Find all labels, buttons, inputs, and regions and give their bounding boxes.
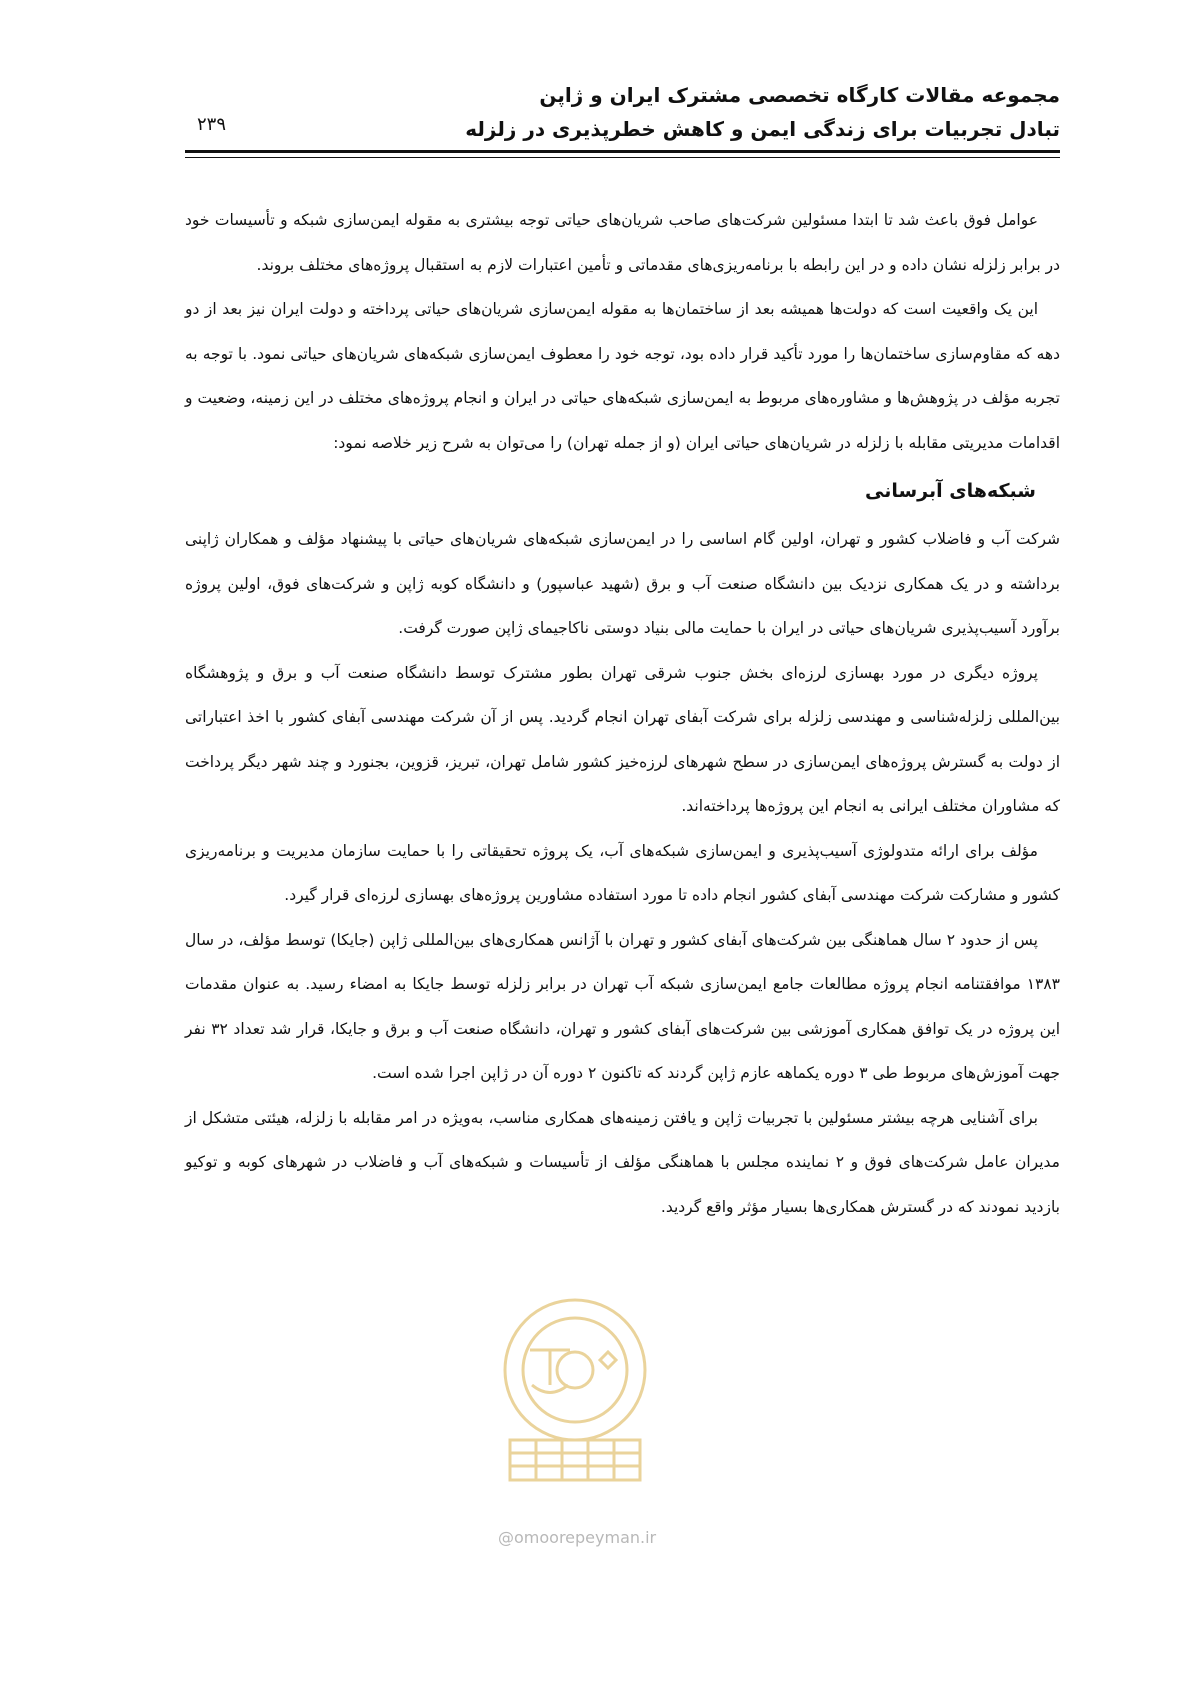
scales-and-gear-seal-icon: [490, 1290, 660, 1490]
page-header: [185, 78, 1060, 144]
header-rule-thin: [185, 157, 1060, 158]
paragraph-1: عوامل فوق باعث شد تا ابتدا مسئولین شرکت‌های صاحب شریان‌های حیاتی توجه بیشتری به مقوله ایمن‌سازی شبکه و تأسیسات خود در برابر زلزله نشان داده و در این رابطه با برنامه‌ریزی‌های مقدماتی و تأمین اعتبارات لازم به استقبال پروژه‌های مختلف بروند.: [185, 211, 1060, 274]
header-titles: [465, 78, 1060, 146]
header-rule-thick: [185, 150, 1060, 153]
paragraph-5: مؤلف برای ارائه متدولوژی آسیب‌پذیری و ایمن‌سازی شبکه‌های آب، یک پروژه تحقیقاتی را با حمایت سازمان مدیریت و برنامه‌ریزی کشور و مشارکت شرکت مهندسی آبفای کشور انجام داده تا مورد استفاده مشاورین پروژه‌های بهسازی لرزه‌ای قرار گیرد.: [185, 841, 1060, 904]
paragraph-6: پس از حدود ۲ سال هماهنگی بین شرکت‌های آبفای کشور و تهران با آژانس همکاری‌های بین‌المللی ژاپن (جایکا) توسط مؤلف، در سال ۱۳۸۳ موافقتنامه انجام پروژه مطالعات جامع ایمن‌سازی شبکه آب تهران در برابر زلزله توسط جایکا به امضاء رسید. به عنوان مقدمات این پروژه در یک توافق همکاری آموزشی بین شرکت‌های آبفای کشور و تهران، دانشگاه صنعت آب و برق و جایکا، قرار شد تعداد ۳۲ نفر جهت آموزش‌های مربوط طی ۳ دوره یکماهه عازم ژاپن گردند که تاکنون ۲ دوره آن در ژاپن اجرا شده است.: [185, 930, 1060, 1082]
watermark-url: @omoorepeyman.ir: [498, 1528, 657, 1547]
header-title-line2: تبادل تجربیات برای زندگی ایمن و کاهش خطرپذیری در زلزله: [465, 117, 1060, 141]
section-heading: شبکه‌های آبرسانی: [865, 480, 1036, 502]
header-title-line1: مجموعه مقالات کارگاه تخصصی مشترک ایران و ژاپن: [539, 83, 1060, 107]
paragraph-7: برای آشنایی هرچه بیشتر مسئولین با تجربیات ژاپن و یافتن زمینه‌های همکاری مناسب، به‌ویژه در امر مقابله با زلزله، هیئتی متشکل از مدیران عامل شرکت‌های فوق و ۲ نماینده مجلس با هماهنگی مؤلف از تأسیسات و شبکه‌های آب و فاضلاب در شهرهای کوبه و توکیو بازدید نمودند که در گسترش همکاری‌ها بسیار مؤثر واقع گردید.: [185, 1108, 1060, 1216]
page-number: ۲۳۹: [197, 114, 227, 135]
paragraph-3: شرکت آب و فاضلاب کشور و تهران، اولین گام اساسی را در ایمن‌سازی شبکه‌های شریان‌های حیاتی با پیشنهاد مؤلف و همکاران ژاپنی برداشته و در یک همکاری نزدیک بین دانشگاه صنعت آب و برق (شهید عباسپور) و دانشگاه کوبه ژاپن و شرکت‌های فوق، اولین پروژه برآورد آسیب‌پذیری شریان‌های حیاتی در ایران با حمایت مالی بنیاد دوستی ناکاجیمای ژاپن صورت گرفت.: [185, 530, 1060, 637]
page-body: [185, 198, 1060, 1229]
paragraph-4: پروژه دیگری در مورد بهسازی لرزه‌ای بخش جنوب شرقی تهران بطور مشترک توسط دانشگاه صنعت آب و برق و پژوهشگاه بین‌المللی زلزله‌شناسی و مهندسی زلزله برای شرکت آبفای تهران انجام گردید. پس از آن شرکت مهندسی آبفای کشور با اخذ اعتباراتی از دولت به گسترش پروژه‌های ایمن‌سازی در سطح شهرهای لرزه‌خیز کشور شامل تهران، تبریز، قزوین، بجنورد و چند شهر دیگر پرداخت که مشاوران مختلف ایرانی به انجام این پروژه‌ها پرداخته‌اند.: [185, 663, 1060, 815]
paragraph-2: این یک واقعیت است که دولت‌ها همیشه بعد از ساختمان‌ها به مقوله ایمن‌سازی شریان‌های حیاتی پرداخته و دولت ایران نیز بعد از دو دهه که مقاوم‌سازی ساختمان‌ها را مورد تأکید قرار داده بود، توجه خود را معطوف ایمن‌سازی شبکه‌های شریان‌های حیاتی نمود. با توجه به تجربه مؤلف در پژوهش‌ها و مشاوره‌های مربوط به ایمن‌سازی شبکه‌های حیاتی در ایران و انجام پروژه‌های مختلف در این زمینه، وضعیت و اقدامات مدیریتی مقابله با زلزله در شریان‌های حیاتی ایران (و از جمله تهران) را می‌توان به شرح زیر خلاصه نمود:: [185, 300, 1060, 452]
